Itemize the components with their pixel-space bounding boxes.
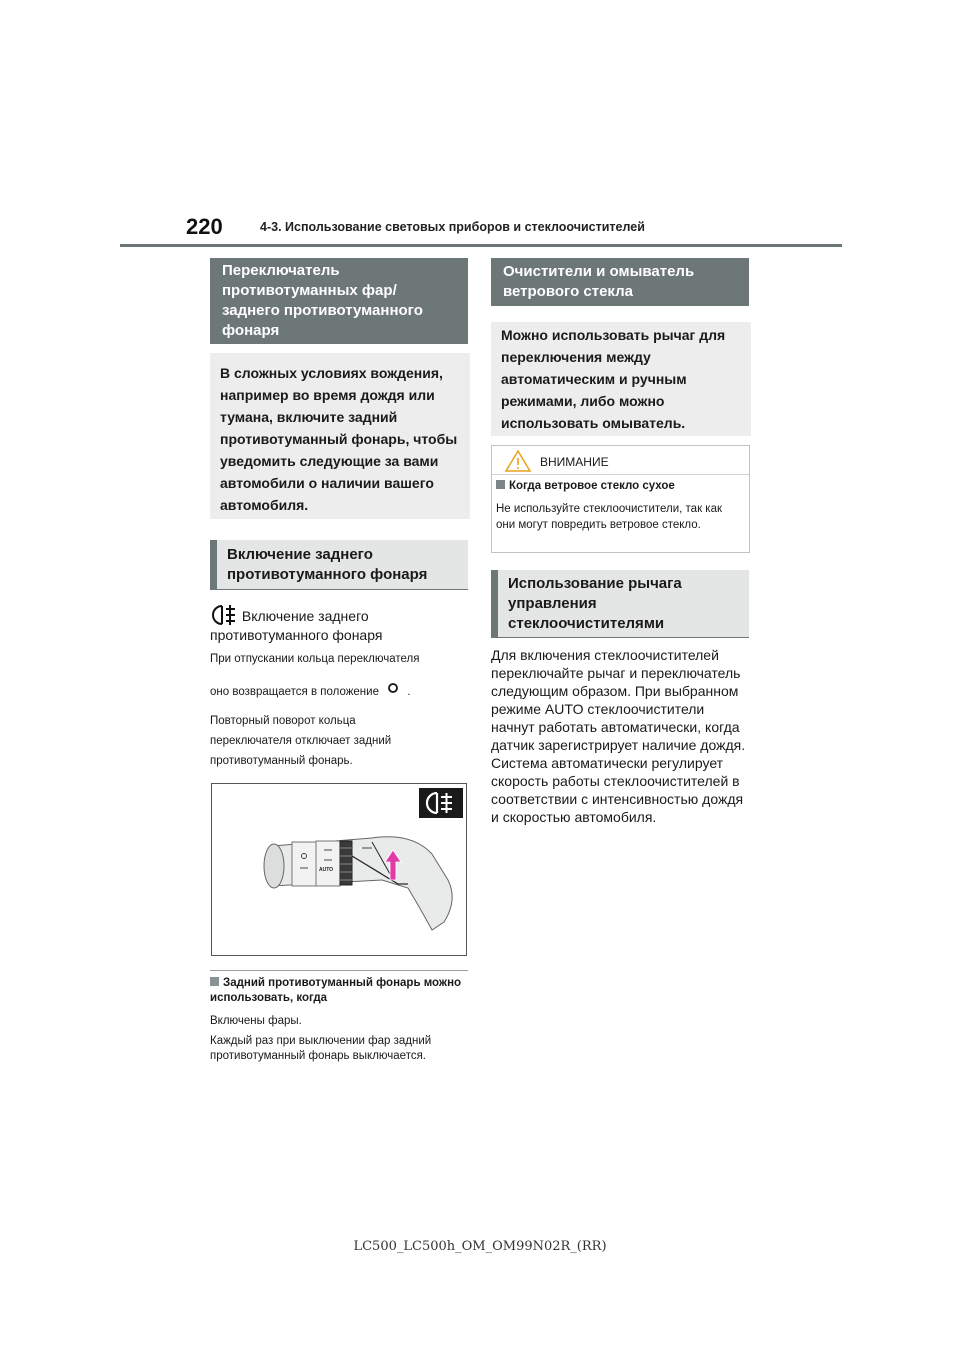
section-title-rear-fog: Включение заднего противотуманного фонаря [210, 540, 468, 590]
header-rule [120, 244, 842, 247]
section-title-wiper-lever: Использование рычага управления стеклоочистителями [491, 570, 749, 638]
warning-subtitle: Когда ветровое стекло сухое [496, 479, 749, 494]
summary-wipers: Можно использовать рычаг для переключения между автоматическим и ручным режимами, либо можно использовать омыватель. [491, 322, 751, 436]
lever-drawing [212, 784, 466, 955]
summary-fog: В сложных условиях вождения, например во время дождя или тумана, включите задний противотуманный фонарь, чтобы уведомить следующие за вами автомобили о наличии вашего автомобиля. [210, 353, 470, 519]
square-bullet-icon [496, 480, 505, 489]
note-p2: Каждый раз при выключении фар задний противотуманный фонарь выключается. [210, 1035, 432, 1062]
section-title-fog-switch: Переключатель противотуманных фар/ заднего противотуманного фонаря [210, 258, 468, 344]
note-rule [210, 970, 468, 971]
off-position-icon [382, 682, 404, 696]
square-bullet-icon [210, 977, 219, 986]
section-title-wipers: Очистители и омыватель ветрового стекла [491, 258, 749, 306]
warning-header [492, 446, 749, 475]
note-title: Задний противотуманный фонарь можно использовать, когда [210, 977, 462, 1004]
para-release-ring: При отпускании кольца переключателя оно возвращается в положение . [210, 653, 420, 698]
lever-illustration [211, 783, 467, 956]
footer-doc-code: LC500_LC500h_OM_OM99N02R_(RR) [353, 1239, 607, 1254]
chapter-title: 4-3. Использование световых приборов и стеклоочистителей [260, 220, 645, 234]
note-p1: Включены фары. [210, 1015, 302, 1027]
switch-auto-label: AUTO [319, 867, 334, 873]
item-rear-fog-label: Включение заднего противотуманного фонаря [210, 604, 470, 644]
wiper-body-text: Для включения стеклоочистителей переключайте рычаг и переключатель следующим образом. При выбранном режиме AUTO стеклоочистители начнут работать автоматически, когда датчик зарегистрирует наличие дождя. Система автоматически регулирует скорость работы стеклоочистителей в соответствии с интенсивностью дождя и скоростью автомобиля. [491, 647, 746, 825]
page-number: 220 [186, 214, 223, 239]
warning-triangle-icon [504, 449, 532, 473]
warning-box [491, 445, 750, 553]
warning-title: ВНИМАНИЕ [540, 455, 609, 469]
warning-text: Не используйте стеклоочистители, так как они могут повредить ветровое стекло. [496, 503, 723, 531]
para-second-turn: Повторный поворот кольца переключателя отключает задний противотуманный фонарь. [210, 715, 392, 767]
rear-fog-light-icon [210, 604, 238, 626]
